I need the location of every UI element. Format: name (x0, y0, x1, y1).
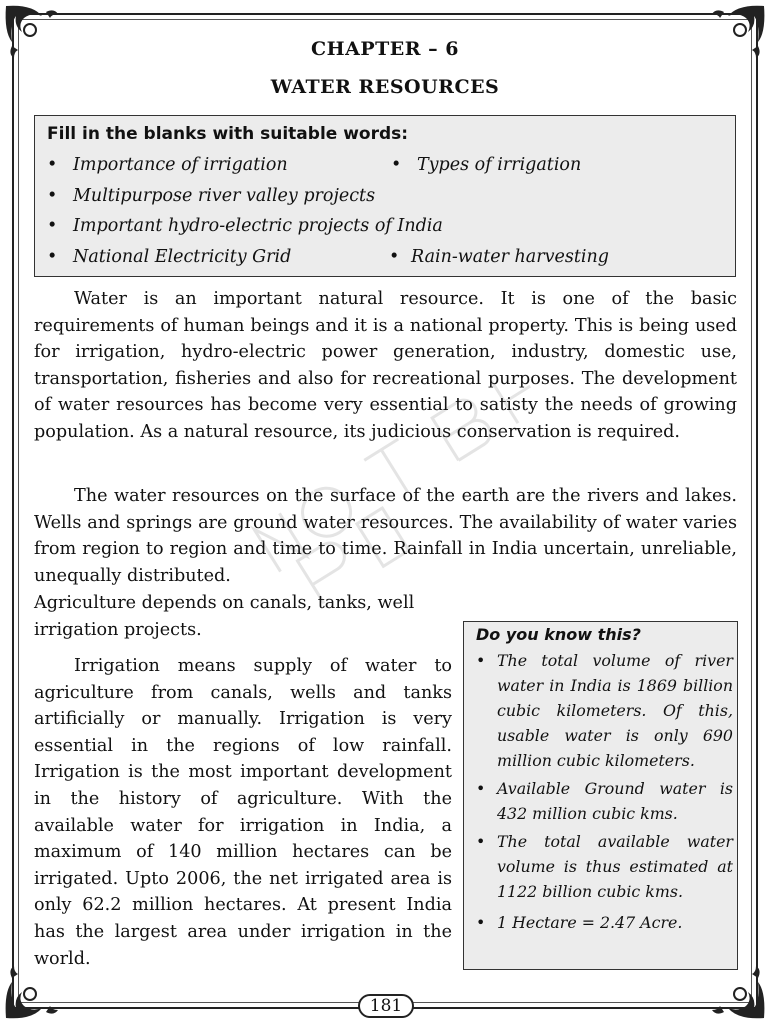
corner-ornament-icon (2, 964, 60, 1022)
fact-item (476, 648, 733, 773)
topic-item: Rain-water harvesting (411, 246, 609, 267)
bullet-icon: • (391, 155, 402, 175)
paragraph-irrigation: Irrigation means supply of water to agriculture from canals, wells and tanks artificially or manually. Irrigation is very essential in the regions of low rainfall. Irrigation is the most important development in the history of agriculture. With the available water for irrigation in India, a maximum of 140 million hectares can be irrigated. Upto 2006, the net irrigated area is only 62.2 million hectares. At present India has the largest area under irrigation in the world. (34, 656, 452, 969)
corner-ornament-icon (710, 964, 768, 1022)
did-you-know-box (463, 621, 738, 970)
bullet-icon: • (47, 155, 58, 175)
page-number: 181 (358, 994, 414, 1018)
topic-item-second (389, 242, 609, 273)
fact-text: The total volume of river water in India is 1869 billion cubic kilometers. Of this, usable water is only 690 million cubic kilometers. (497, 651, 733, 770)
bullet-icon: • (476, 779, 486, 798)
topic-item: Types of irrigation (417, 155, 582, 175)
bullet-icon: • (47, 246, 58, 267)
bullet-icon: • (476, 651, 486, 670)
chapter-number: CHAPTER – 6 (311, 38, 459, 60)
topic-item: National Electricity Grid (73, 246, 292, 267)
bullet-icon: • (389, 246, 400, 267)
fact-text: The total available water volume is thus estimated at 1122 billion cubic kms. (497, 832, 733, 901)
topics-heading: Fill in the blanks with suitable words: (47, 124, 409, 144)
topic-row (47, 211, 723, 242)
topics-box (34, 115, 736, 277)
paragraph-water-resources-cont: Agriculture depends on canals, tanks, well irrigation projects. (34, 593, 415, 640)
bullet-icon: • (47, 216, 58, 236)
fact-item (476, 829, 733, 904)
fact-text: Available Ground water is 432 million cubic kms. (497, 779, 733, 823)
bullet-icon: • (476, 832, 486, 851)
topic-item: Multipurpose river valley projects (73, 185, 376, 206)
topic-item: Important hydro-electric projects of India (73, 216, 443, 236)
topic-row (47, 181, 723, 212)
chapter-title: WATER RESOURCES (270, 76, 500, 98)
topic-item-second (391, 150, 581, 181)
paragraph-water-resources: The water resources on the surface of the earth are the rivers and lakes. Wells and springs are ground water resources. The availability of water varies from region to region and time to time. Rainfall in India uncertain, unreliable, unequally distributed. (34, 486, 737, 586)
did-you-know-heading: Do you know this? (476, 625, 641, 644)
topic-row (47, 150, 723, 181)
bullet-icon: • (476, 913, 486, 932)
bullet-icon: • (47, 185, 58, 206)
fact-item (476, 776, 733, 826)
paragraph-intro: Water is an important natural resource. It is one of the basic requirements of human beings and it is a national property. This is being used for irrigation, hydro-electric power generation, industry, domestic use, transportation, fisheries and also for recreational purposes. The development of water resources has become very essential to satisty the needs of growing population. As a natural resource, its judicious conservation is required. (34, 289, 737, 442)
fact-item (476, 910, 733, 935)
topic-item: Importance of irrigation (73, 155, 288, 175)
fact-text: 1 Hectare = 2.47 Acre. (497, 913, 683, 932)
topic-row (47, 242, 723, 273)
